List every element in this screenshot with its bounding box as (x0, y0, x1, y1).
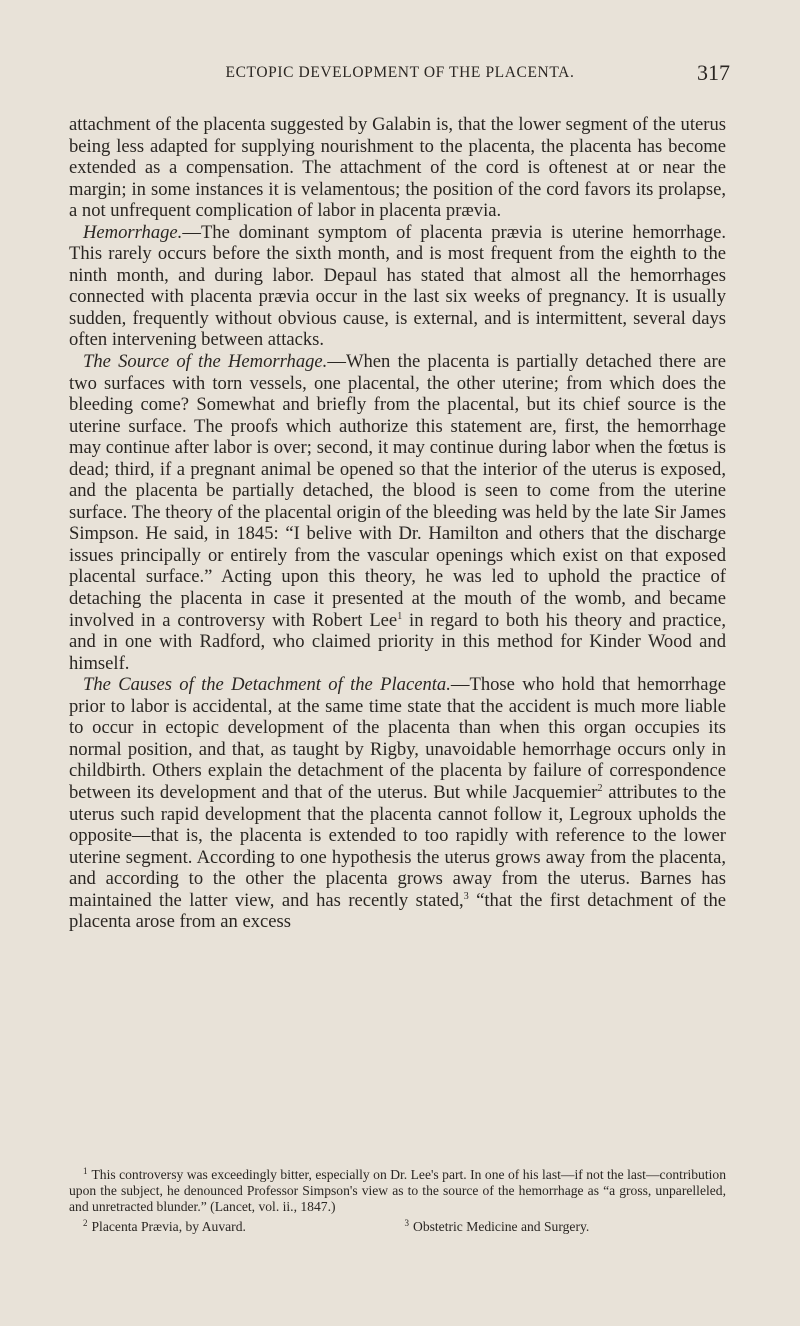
body-text (69, 114, 726, 933)
paragraph: attachment of the placenta suggested by Galabin is, that the lower segment of the uterus being less adapted for supplying nourishment to the placenta, the placenta has become extended as a compensation. The attachment of the cord is oftenest at or near the margin; in some instances it is velamentous; the position of the cord favors its prolapse, a not unfrequent complication of labor in placenta prævia. (69, 114, 726, 222)
footnote-row (69, 1215, 726, 1235)
footnote-ref: 2 (597, 782, 603, 794)
section-heading: Hemorrhage. (83, 221, 183, 243)
footnote-marker: 1 (83, 1166, 88, 1176)
footnote: $^2$ Placenta Prævia, by Auvard. (83, 1218, 246, 1234)
footnote-marker: 3 (404, 1218, 409, 1228)
paragraph: Hemorrhage.—The dominant symptom of placenta prævia is uterine hemorrhage. This rarely occurs before the sixth month, and is most frequent from the eighth to the ninth month, and during labor. Depaul has stated that almost all the hemorrhages connected with placenta prævia occur in the last six weeks of pregnancy. It is usually sudden, frequently without obvious cause, is external, and is intermittent, several days often intervening between attacks. (69, 221, 726, 351)
paragraph: The Causes of the Detachment of the Placenta.—Those who hold that hemorrhage prior to labor is accidental, at the same time state that the accident is much more liable to occur in ectopic development of the placenta than when this organ occupies its normal position, and that, as taught by Rigby, unavoidable hemorrhage occurs only in childbirth. Others explain the detachment of the placenta by failure of correspondence between its development and that of the uterus. But while Jacquemier$^2$ attributes to the uterus such rapid development that the placenta cannot follow it, Legroux upholds the opposite—that is, the placenta is extended to too rapidly with reference to the lower uterine segment. According to one hypothesis the uterus grows away from the placenta, and according to the other the placenta grows away from the uterus. Barnes has maintained the latter view, and has recently stated,$^3$ “that the first detachment of the placenta arose from an excess (69, 674, 727, 933)
page-header (0, 60, 800, 90)
footnote-ref: 3 (463, 890, 469, 902)
section-heading: The Source of the Hemorrhage. (83, 351, 328, 373)
paragraph: The Source of the Hemorrhage.—When the placenta is partially detached there are two surfaces with torn vessels, one placental, the other uterine; from which does the bleeding come? Somewhat and briefly from the placental, but its chief source is the uterine surface. The proofs which authorize this statement are, first, the hemorrhage may continue after labor is over; second, it may continue during labor when the fœtus is dead; third, if a pregnant animal be opened so that the interior of the uterus is exposed, and the placenta be partially detached, the blood is seen to come from the uterine surface. The theory of the placental origin of the bleeding was held by the late Sir James Simpson. He said, in 1845: “I belive with Dr. Hamilton and others that the discharge issues principally or entirely from the vascular openings which exist on that exposed placental surface.” Acting upon this theory, he was led to uphold the practice of detaching the placenta in case it presented at the mouth of the womb, and became involved in a controversy with Robert Lee$^1$ in regard to both his theory and practice, and in one with Radford, who claimed priority in this method for Kinder Wood and himself. (69, 351, 726, 674)
section-heading: The Causes of the Detachment of the Placenta. (83, 674, 451, 696)
footnote: $^1$ This controversy was exceedingly bitter, especially on Dr. Lee's part. In one of his last—if not the last—contribution upon the subject, he denounced Professor Simpson's view as to the source of the hemorrhage as “a gross, unparelleled, and unretracted blunder.” (Lancet, vol. ii., 1847.) (69, 1166, 726, 1214)
page-number: 317 (697, 60, 730, 85)
footnote-ref: 1 (397, 610, 403, 622)
footnote: $^3$ Obstetric Medicine and Surgery. (404, 1218, 590, 1234)
footnote-marker: 2 (83, 1218, 88, 1228)
running-title: ECTOPIC DEVELOPMENT OF THE PLACENTA. (225, 64, 575, 81)
footnotes (69, 1163, 726, 1235)
